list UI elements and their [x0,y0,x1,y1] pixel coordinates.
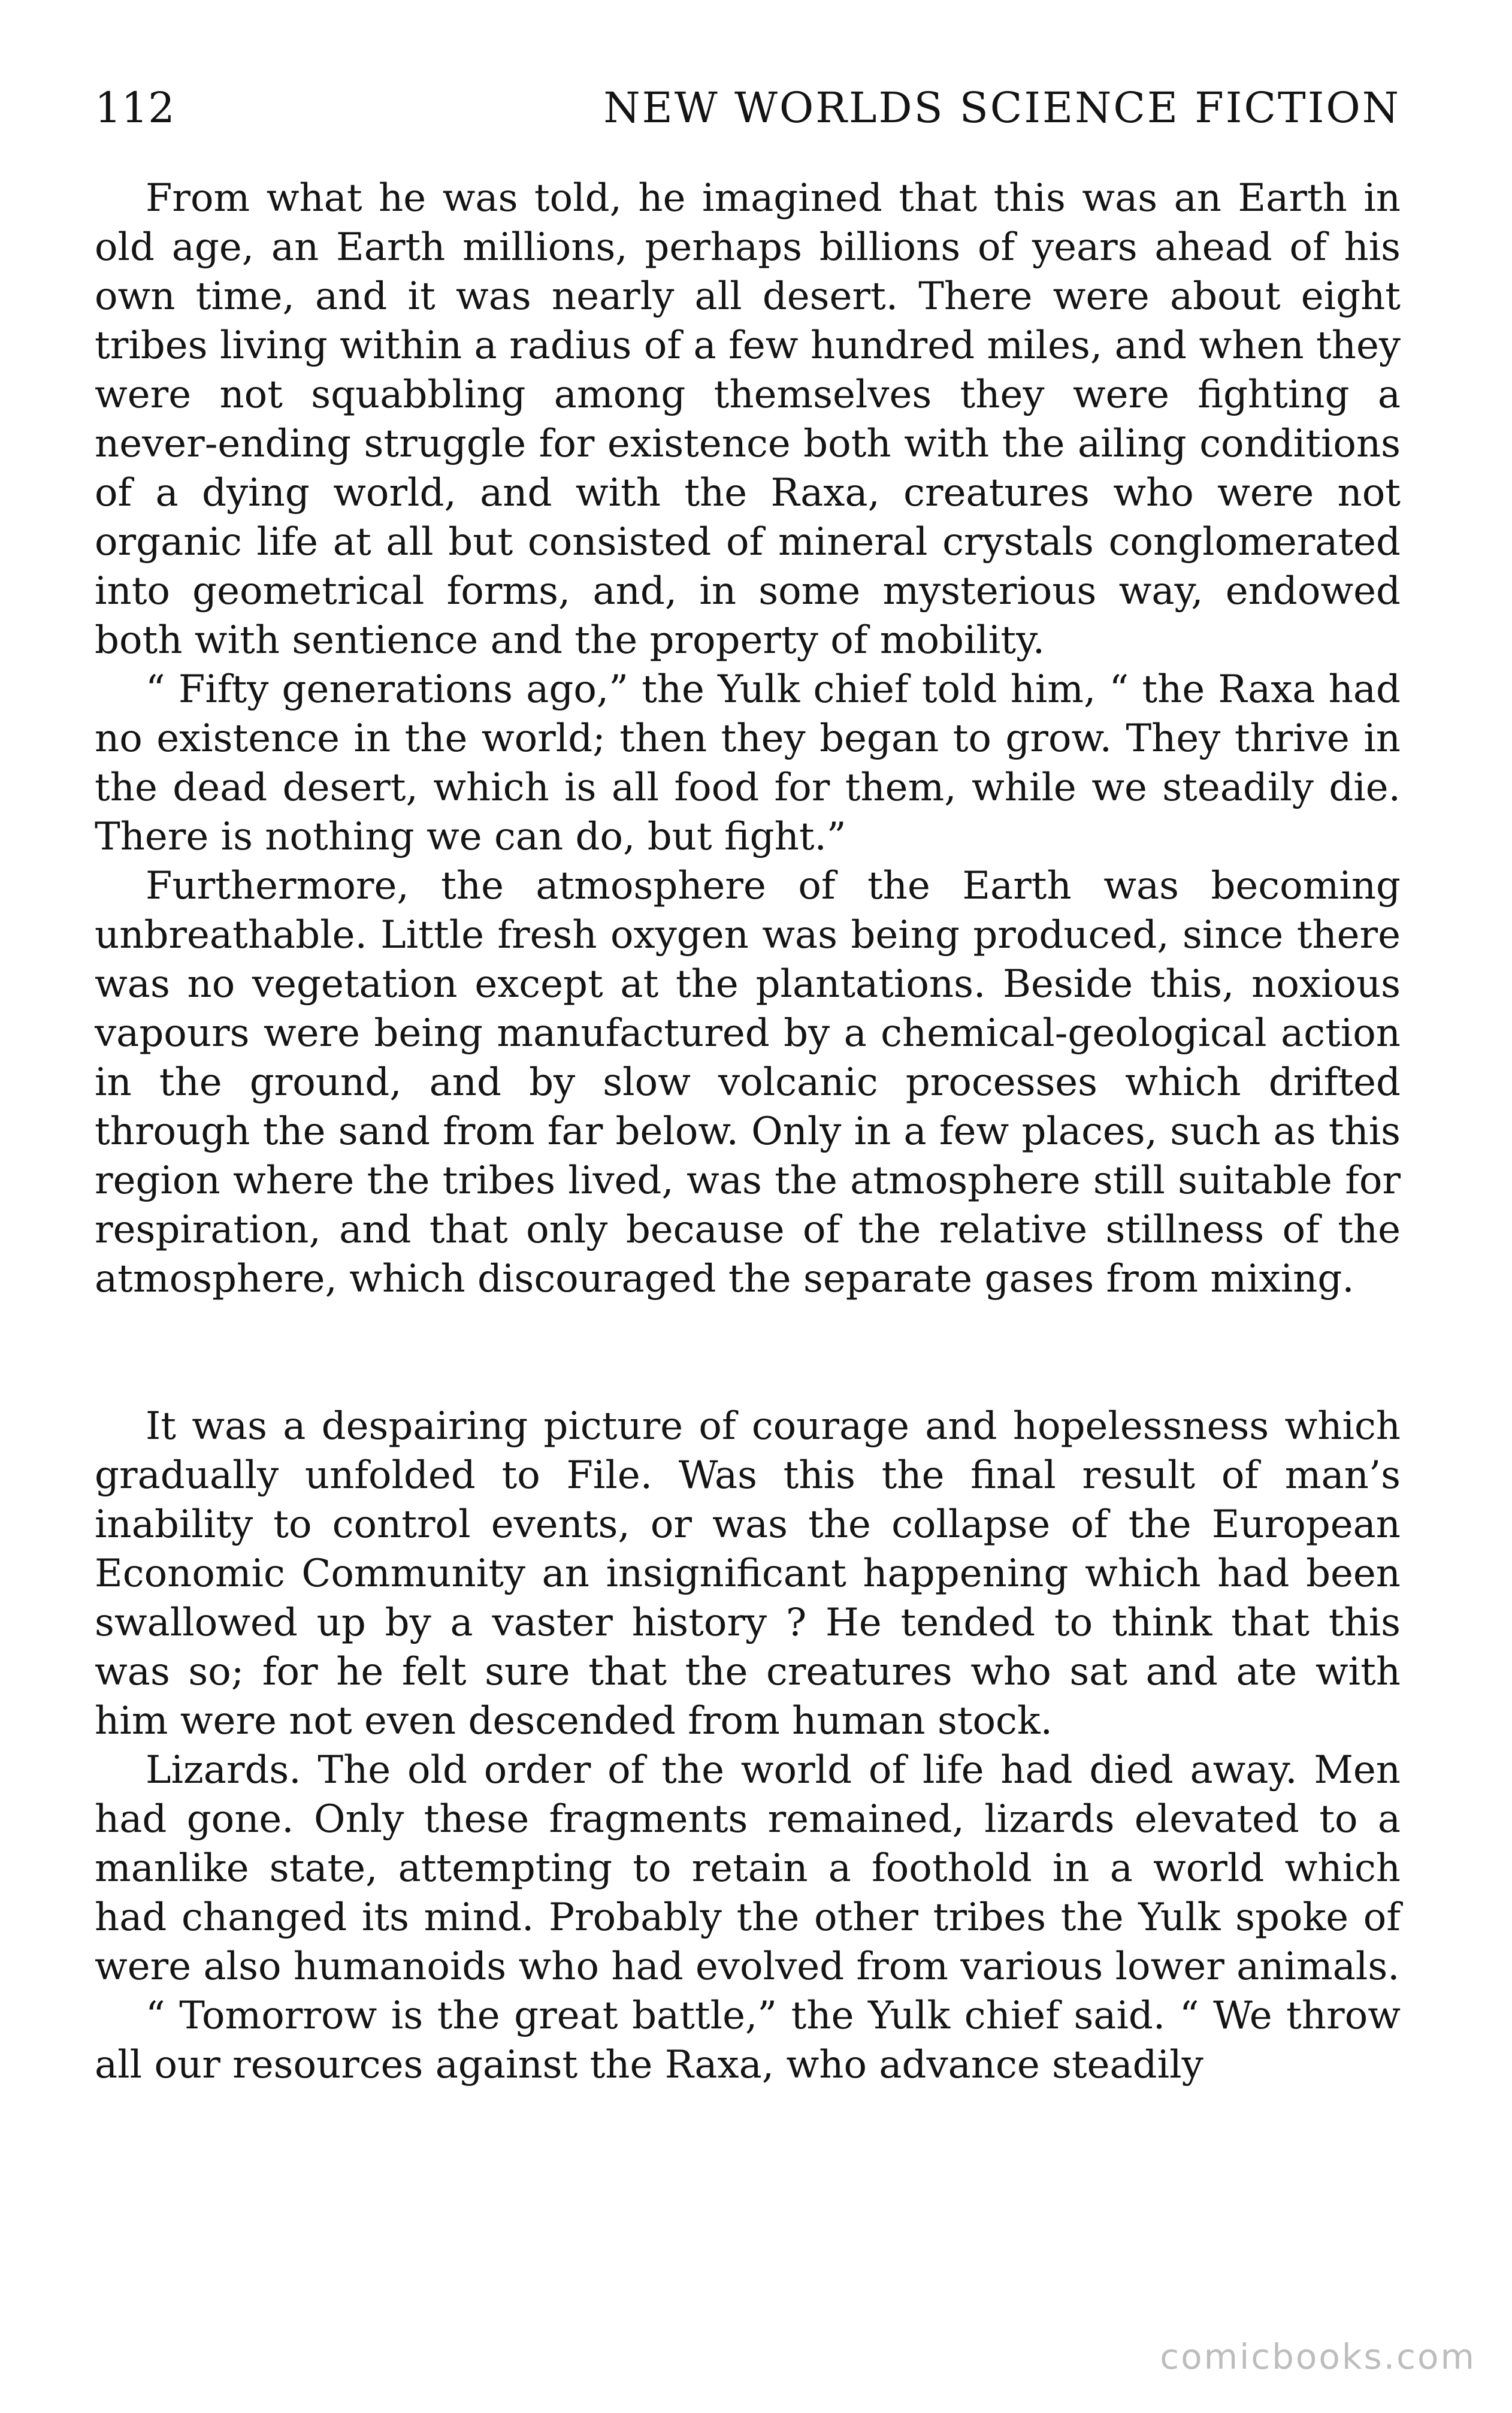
paragraph-1: From what he was told, he imagined that this was an Earth in old age, an Earth millions, perhaps billions of years ahead of his own time, and it was nearly all desert. There were about eight tribes living within a radius of a few hundred miles, and when they were not squabbling among themselves they were fighting a never-ending struggle for existence both with the ailing conditions of a dying world, and with the Raxa, creatures who were not organic life at all but consisted of mineral crystals conglomerated into geometrical forms, and, in some mysterious way, endowed both with sentience and the property of mobility. [95,176,1401,663]
paragraph-5: Lizards. The old order of the world of life had died away. Men had gone. Only these fragments remained, lizards elevated to a manlike state, attempting to retain a foothold in a world which had changed its mind. Probably the other tribes the Yulk spoke of were also humanoids who had evolved from various lower animals. [95,1748,1401,1989]
running-title: NEW WORLDS SCIENCE FICTION [603,83,1401,132]
paragraph-4: It was a despairing picture of courage and hopelessness which gradually unfolded to File. Was this the final result of man’s inability to control events, or was the collapse of the European Economic Community an insignificant happening which had been swallowed up by a vaster history ? He tended to think that this was so; for he felt sure that the creatures who sat and ate with him were not even descended from human stock. [95,1404,1401,1743]
paragraph-2: “ Fifty generations ago,” the Yulk chief told him, “ the Raxa had no existence in the world; then they began to grow. They thrive in the dead desert, which is all food for them, while we steadily die. There is nothing we can do, but fight.” [95,667,1401,859]
paragraph-6: “ Tomorrow is the great battle,” the Yulk chief said. “ We throw all our resources against the Raxa, who advance steadily [95,1994,1401,2087]
page-number: 112 [95,83,175,132]
body-text [95,174,1401,2090]
page-header [95,81,1401,135]
section-break [95,1304,1401,1402]
watermark: comicbooks.com [1160,2336,1476,2377]
paragraph-3: Furthermore, the atmosphere of the Earth was becoming unbreathable. Little fresh oxygen was being produced, since there was no vegetation except at the plantations. Beside this, noxious vapours were being manufactured by a chemical-geological action in the ground, and by slow volcanic processes which drifted through the sand from far below. Only in a few places, such as this region where the tribes lived, was the atmosphere still suitable for respiration, and that only because of the relative stillness of the atmosphere, which discouraged the separate gases from mixing. [95,864,1401,1301]
